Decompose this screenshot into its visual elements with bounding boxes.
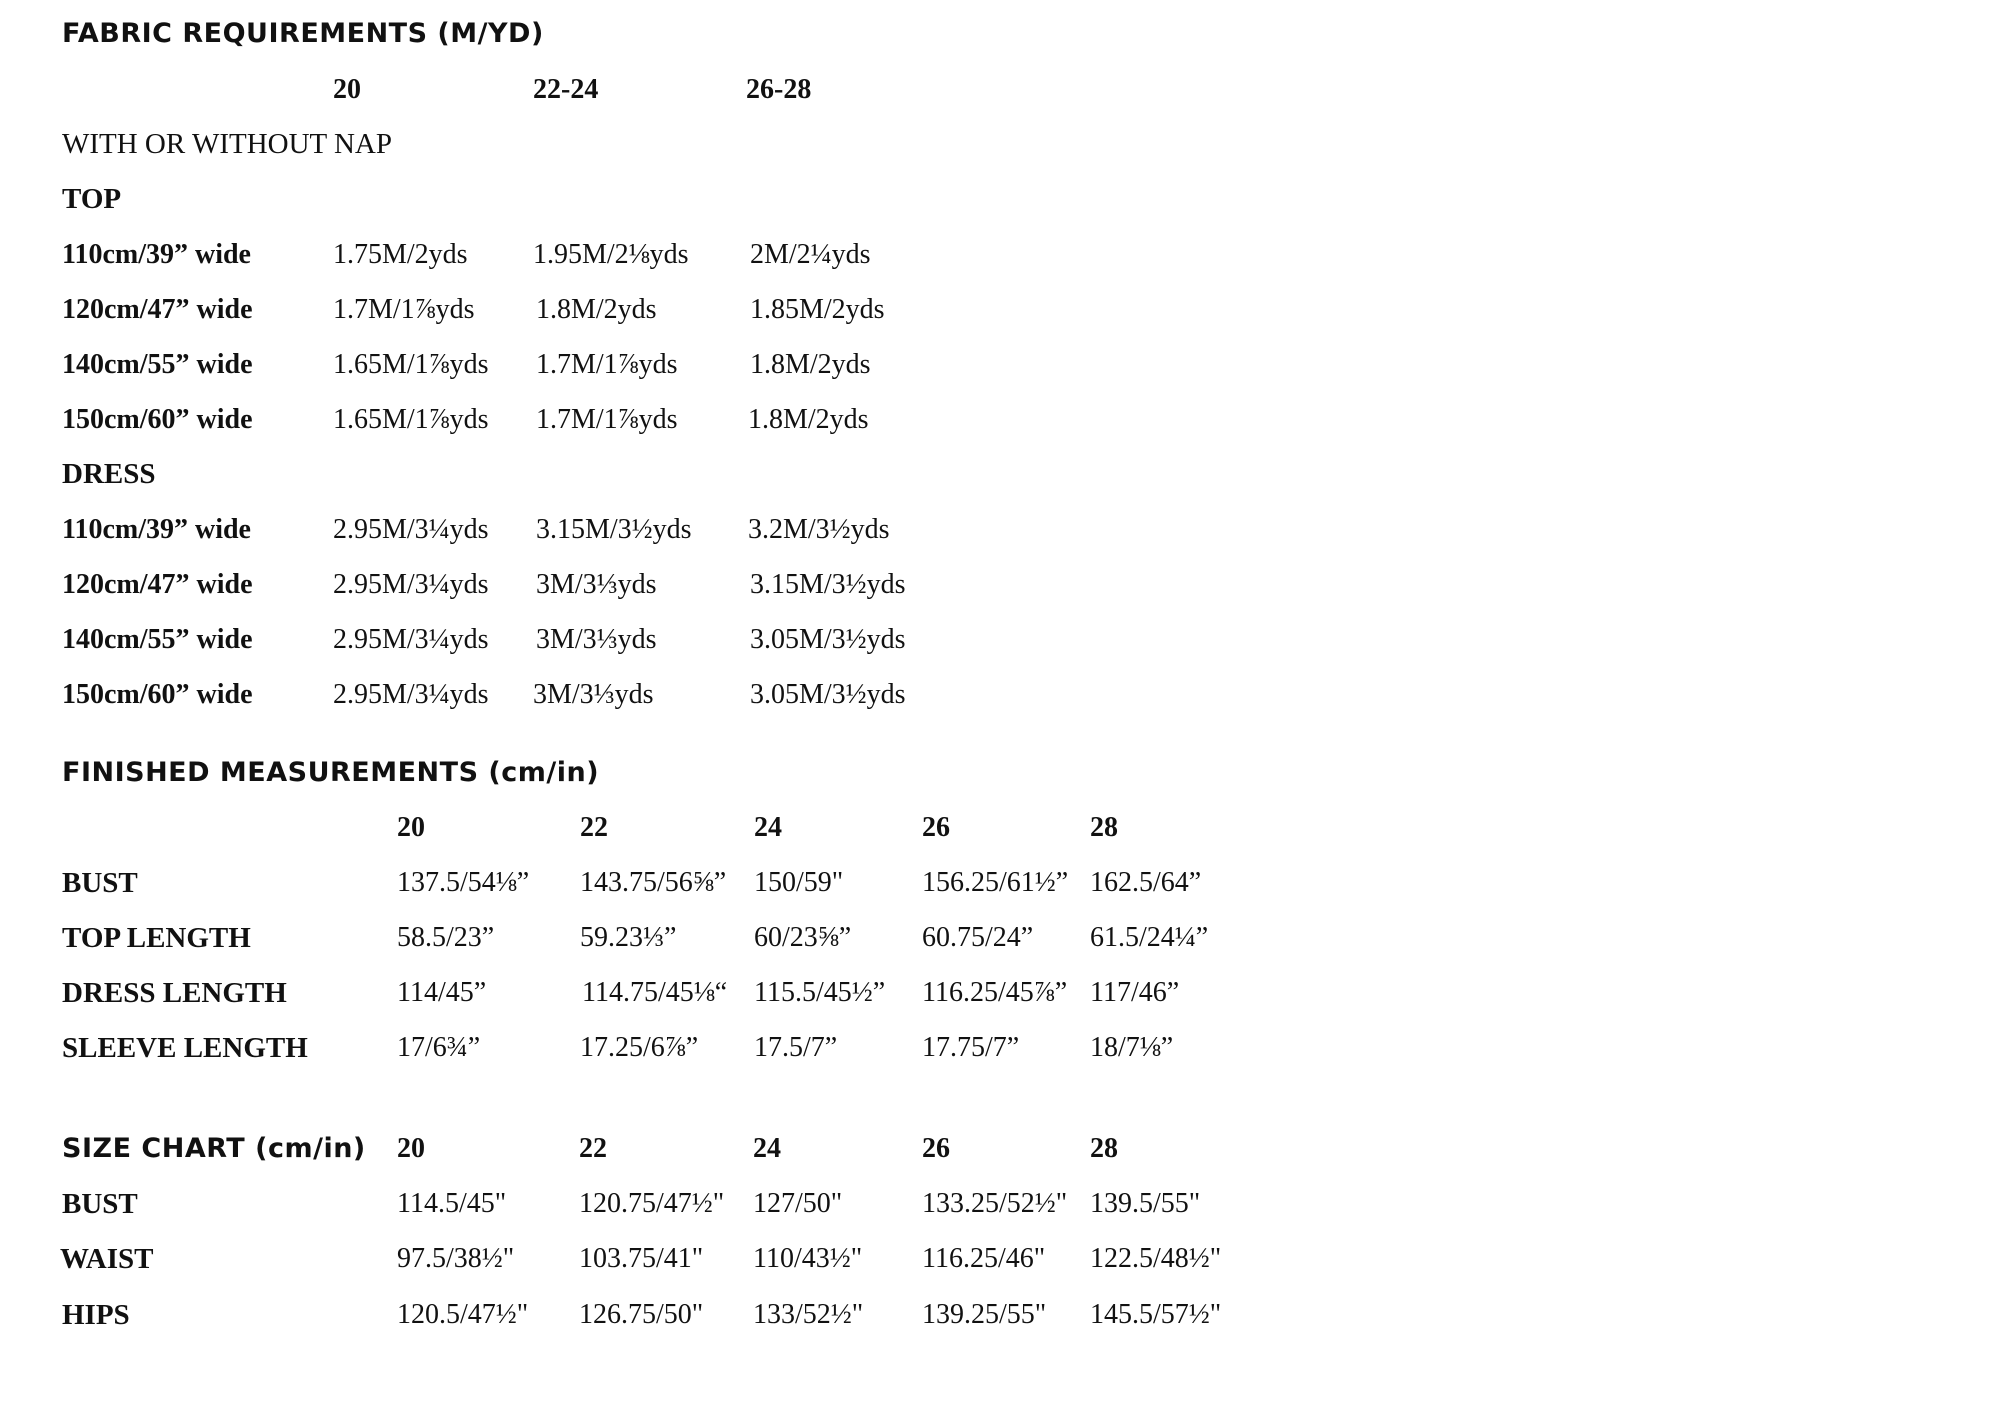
size-chart-value: 133.25/52½" (922, 1188, 1068, 1219)
finished-value: 137.5/54⅛” (397, 867, 530, 898)
size-chart-size: 28 (1090, 1133, 1118, 1164)
size-chart-size: 22 (579, 1133, 607, 1164)
fabric-row (0, 400, 2008, 440)
size-chart-label: BUST (62, 1188, 138, 1220)
size-chart-value: 139.5/55" (1090, 1188, 1201, 1219)
size-chart-value: 114.5/45" (397, 1188, 507, 1219)
fabric-row (0, 345, 2008, 385)
fabric-value: 2.95M/3¼yds (333, 624, 489, 655)
finished-value: 60/23⅝” (754, 922, 852, 953)
fabric-width-label: 140cm/55” wide (62, 624, 253, 655)
fabric-width-label: 120cm/47” wide (62, 294, 253, 325)
size-chart-value: 133/52½" (753, 1299, 864, 1330)
size-chart-value: 145.5/57½" (1090, 1299, 1222, 1330)
fabric-value: 3M/3⅓yds (536, 569, 657, 600)
finished-label: DRESS LENGTH (62, 977, 287, 1009)
finished-value: 143.75/56⅝” (580, 867, 727, 898)
finished-value: 116.25/45⅞” (922, 977, 1068, 1008)
fabric-value: 3.05M/3½yds (750, 624, 906, 655)
fabric-value: 1.65M/1⅞yds (333, 349, 489, 380)
finished-label: TOP LENGTH (62, 922, 251, 954)
fabric-width-label: 150cm/60” wide (62, 679, 253, 710)
fabric-width-label: 140cm/55” wide (62, 349, 253, 380)
fabric-width-label: 120cm/47” wide (62, 569, 253, 600)
fabric-value: 1.65M/1⅞yds (333, 404, 489, 435)
fabric-value: 3M/3⅓yds (536, 624, 657, 655)
finished-value: 59.23⅓” (580, 922, 677, 953)
fabric-value: 1.8M/2yds (748, 404, 869, 435)
fabric-value: 1.7M/1⅞yds (536, 349, 678, 380)
fabric-row (0, 620, 2008, 660)
finished-value: 115.5/45½” (754, 977, 886, 1008)
finished-label: BUST (62, 867, 138, 899)
size-chart-row (0, 1184, 2008, 1224)
size-chart-value: 120.75/47½" (579, 1188, 725, 1219)
finished-size: 26 (922, 812, 950, 843)
fabric-value: 3.15M/3½yds (750, 569, 906, 600)
fabric-value: 1.8M/2yds (536, 294, 657, 325)
finished-value: 17.25/6⅞” (580, 1032, 699, 1063)
finished-value: 17.5/7” (754, 1032, 838, 1063)
fabric-row (0, 290, 2008, 330)
fabric-value: 1.95M/2⅛yds (533, 239, 689, 270)
size-chart-label: HIPS (62, 1299, 130, 1331)
finished-row (0, 973, 2008, 1013)
size-chart-size: 24 (753, 1133, 781, 1164)
size-chart-row (0, 1239, 2008, 1279)
fabric-value: 3.15M/3½yds (536, 514, 692, 545)
finished-value: 58.5/23” (397, 922, 495, 953)
fabric-value: 2.95M/3¼yds (333, 569, 489, 600)
finished-value: 114.75/45⅛“ (582, 977, 728, 1008)
nap-note: WITH OR WITHOUT NAP (62, 128, 392, 160)
size-chart-value: 103.75/41" (579, 1243, 704, 1274)
size-chart-title: SIZE CHART (cm/in) (62, 1133, 366, 1164)
finished-size-header (0, 808, 2008, 848)
fabric-value: 2M/2¼yds (750, 239, 871, 270)
size-chart-size: 20 (397, 1133, 425, 1164)
fabric-row (0, 675, 2008, 715)
size-chart-value: 110/43½" (753, 1243, 863, 1274)
fabric-row (0, 235, 2008, 275)
finished-value: 17/6¾” (397, 1032, 481, 1063)
finished-value: 150/59" (754, 867, 844, 898)
fabric-value: 1.75M/2yds (333, 239, 468, 270)
fabric-row (0, 565, 2008, 605)
fabric-value: 1.7M/1⅞yds (333, 294, 475, 325)
finished-value: 17.75/7” (922, 1032, 1020, 1063)
finished-value: 156.25/61½” (922, 867, 1069, 898)
size-chart-row (0, 1295, 2008, 1335)
size-chart-size: 26 (922, 1133, 950, 1164)
size-chart-value: 120.5/47½" (397, 1299, 529, 1330)
finished-value: 162.5/64” (1090, 867, 1202, 898)
fabric-value: 1.85M/2yds (750, 294, 885, 325)
finished-value: 117/46” (1090, 977, 1180, 1008)
fabric-width-label: 110cm/39” wide (62, 514, 251, 545)
size-chart-header (0, 1129, 2008, 1169)
fabric-value: 3.2M/3½yds (748, 514, 890, 545)
fabric-size: 20 (333, 74, 361, 105)
fabric-width-label: 150cm/60” wide (62, 404, 253, 435)
fabric-value: 3.05M/3½yds (750, 679, 906, 710)
size-chart-value: 97.5/38½" (397, 1243, 515, 1274)
size-chart-label: WAIST (60, 1243, 154, 1275)
finished-row (0, 918, 2008, 958)
finished-value: 60.75/24” (922, 922, 1034, 953)
fabric-value: 3M/3⅓yds (533, 679, 654, 710)
fabric-value: 1.8M/2yds (750, 349, 871, 380)
finished-row (0, 863, 2008, 903)
finished-size: 22 (580, 812, 608, 843)
fabric-value: 2.95M/3¼yds (333, 679, 489, 710)
finished-value: 61.5/24¼” (1090, 922, 1209, 953)
fabric-size: 22-24 (533, 74, 599, 105)
finished-size: 24 (754, 812, 782, 843)
top-heading: TOP (62, 183, 122, 215)
fabric-width-label: 110cm/39” wide (62, 239, 251, 270)
size-chart-value: 122.5/48½" (1090, 1243, 1222, 1274)
finished-row (0, 1028, 2008, 1068)
size-chart-value: 127/50" (753, 1188, 843, 1219)
fabric-requirements-title: FABRIC REQUIREMENTS (M/YD) (62, 18, 544, 49)
finished-label: SLEEVE LENGTH (62, 1032, 308, 1064)
fabric-value: 2.95M/3¼yds (333, 514, 489, 545)
size-chart-value: 139.25/55" (922, 1299, 1047, 1330)
size-chart-value: 126.75/50" (579, 1299, 704, 1330)
fabric-value: 1.7M/1⅞yds (536, 404, 678, 435)
fabric-size-header (0, 70, 2008, 110)
finished-size: 20 (397, 812, 425, 843)
dress-heading: DRESS (62, 458, 156, 490)
fabric-size: 26-28 (746, 74, 812, 105)
finished-value: 18/7⅛” (1090, 1032, 1174, 1063)
size-chart-value: 116.25/46" (922, 1243, 1046, 1274)
finished-size: 28 (1090, 812, 1118, 843)
finished-measurements-title: FINISHED MEASUREMENTS (cm/in) (62, 757, 600, 788)
finished-value: 114/45” (397, 977, 487, 1008)
fabric-row (0, 510, 2008, 550)
